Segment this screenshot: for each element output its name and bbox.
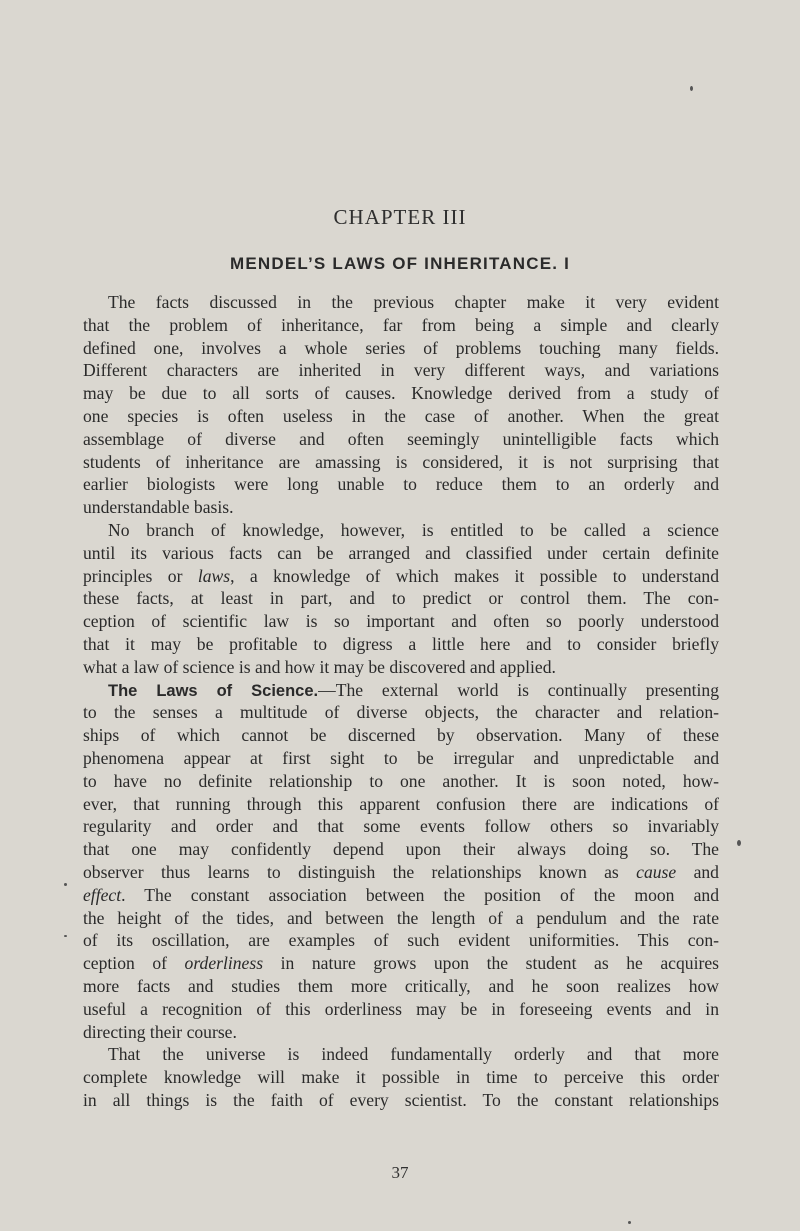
- text-line: one species is often useless in the case of another. When the great: [83, 405, 719, 426]
- text-line: earlier biologists were long unable to reduce them to an orderly and: [83, 474, 719, 495]
- text-line: to the senses a multitude of diverse objects, the character and relation-: [83, 702, 719, 723]
- scan-speck: [737, 840, 741, 846]
- text-run: in nature grows upon the student as he acquires: [263, 953, 719, 974]
- scan-speck: [64, 883, 67, 886]
- text-line: assemblage of diverse and often seemingly unintelligible facts which: [83, 428, 719, 449]
- text-line: phenomena appear at first sight to be irregular and unpredictable and: [83, 747, 719, 768]
- text-line: may be due to all sorts of causes. Knowledge derived from a study of: [83, 383, 719, 404]
- chapter-number: CHAPTER III: [333, 205, 467, 229]
- section-runin-heading: The Laws of Science.: [108, 681, 319, 700]
- chapter-title: MENDEL’S LAWS OF INHERITANCE. I: [229, 254, 571, 273]
- text-line: directing their course.: [83, 1021, 237, 1042]
- italic-term-cause: cause: [636, 861, 677, 882]
- body-text: [83, 291, 719, 1112]
- page-number: 37: [391, 1163, 409, 1182]
- text-line: more facts and studies them more critically, and he soon realizes how: [83, 975, 719, 996]
- text-line: No branch of knowledge, however, is entitled to be called a science: [108, 519, 719, 540]
- text-line: Different characters are inherited in very different ways, and variations: [83, 360, 719, 381]
- text-run: observer thus learns to distinguish the relationships known as: [83, 861, 637, 882]
- text-line: understandable basis.: [83, 497, 234, 518]
- text-line: ever, that running through this apparent confusion there are indications of: [83, 793, 719, 814]
- text-line: that one may confidently depend upon their always doing so. The: [83, 839, 719, 860]
- italic-term-orderliness: orderliness: [184, 953, 264, 974]
- text-run: ception of: [83, 953, 185, 974]
- text-line: defined one, involves a whole series of problems touching many fields.: [83, 337, 719, 358]
- scan-speck: [690, 86, 693, 91]
- text-line: [83, 565, 719, 588]
- text-line: that it may be profitable to digress a little here and to consider briefly: [83, 633, 719, 654]
- text-line: ships of which cannot be discerned by observation. Many of these: [83, 725, 719, 746]
- italic-term-laws: laws: [197, 565, 231, 586]
- text-line: these facts, at least in part, and to predict or control them. The con-: [83, 588, 719, 609]
- text-line: [83, 952, 719, 975]
- text-line: ception of scientific law is so important and often so poorly understood: [83, 611, 719, 632]
- text-line: [83, 884, 719, 907]
- text-line: of its oscillation, are examples of such evident uniformities. This con-: [83, 930, 719, 951]
- text-line: what a law of science is and how it may be discovered and applied.: [83, 656, 556, 677]
- text-line: until its various facts can be arranged and classified under certain definite: [83, 542, 719, 563]
- text-line: that the problem of inheritance, far from being a simple and clearly: [83, 314, 719, 335]
- text-run: . The constant association between the position of the moon and: [121, 884, 719, 905]
- text-line: regularity and order and that some events follow others so invariably: [83, 816, 719, 837]
- text-line: the height of the tides, and between the length of a pendulum and the rate: [83, 907, 719, 928]
- text-line: in all things is the faith of every scientist. To the constant relationships: [83, 1089, 719, 1110]
- text-line: complete knowledge will make it possible in time to perceive this order: [83, 1067, 719, 1088]
- text-line: That the universe is indeed fundamentally orderly and that more: [108, 1044, 719, 1065]
- text-line: The facts discussed in the previous chapter make it very evident: [108, 292, 719, 312]
- italic-term-effect: effect: [83, 884, 122, 905]
- text-run: principles or: [83, 565, 198, 586]
- scan-speck: [628, 1221, 631, 1224]
- text-run: and: [676, 861, 719, 882]
- text-line: students of inheritance are amassing is considered, it is not surprising that: [83, 451, 719, 472]
- scan-speck: [64, 935, 67, 937]
- text-line: to have no definite relationship to one another. It is soon noted, how-: [83, 770, 719, 791]
- text-line: [83, 679, 719, 702]
- text-run: —The external world is continually presenting: [318, 679, 719, 700]
- text-line: useful a recognition of this orderliness may be in foreseeing events and in: [83, 998, 719, 1019]
- text-line: [83, 861, 719, 884]
- text-run: , a knowledge of which makes it possible to understand: [230, 565, 719, 586]
